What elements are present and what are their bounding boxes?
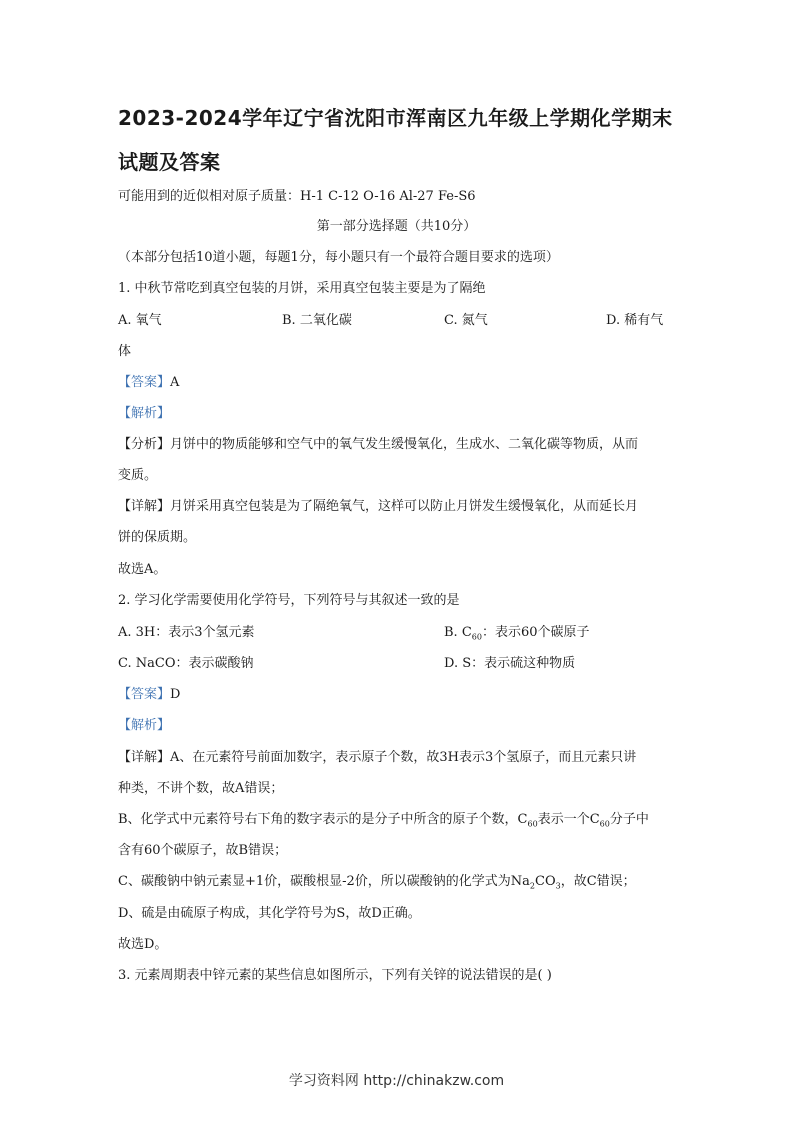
title-line-1: 2023-2024学年辽宁省沈阳市浑南区九年级上学期化学期末 <box>118 106 673 130</box>
q1-answer <box>118 374 179 392</box>
q2-conclusion: 故选D。 <box>118 937 168 952</box>
q2-stem: 2. 学习化学需要使用化学符号，下列符号与其叙述一致的是 <box>118 593 460 608</box>
q2-answer: 【答案】D <box>118 687 181 702</box>
q1-stem: 1. 中秋节常吃到真空包装的月饼，采用真空包装主要是为了隔绝 <box>118 281 486 296</box>
q2-option-b: B. $C_{60}$：表示60个碳原子 <box>444 625 590 642</box>
q2-detail-a: 【详解】A、在元素符号前面加数字，表示原子个数，故3H表示3个氢原子，而且元素只讲 <box>118 750 637 765</box>
answer-tag: 【答案】 <box>118 375 171 390</box>
q1-detail-2: 饼的保质期。 <box>118 530 197 545</box>
q1-analysis-tag: 【解析】 <box>118 406 171 421</box>
q2-option-d: D. S：表示硫这种物质 <box>444 656 576 671</box>
q2-option-c: C. NaCO：表示碳酸钠 <box>118 656 254 671</box>
q1-option-a: A. 氧气 <box>118 313 162 328</box>
q1-detail: 【详解】月饼采用真空包装是为了隔绝氧气，这样可以防止月饼发生缓慢氧化，从而延长月 <box>118 499 639 514</box>
q2-detail-b-2: 含有60个碳原子，故B错误； <box>118 843 288 858</box>
q2-detail-b: B、化学式中元素符号右下角的数字表示的是分子中所含的原子个数，$C_{60}$表示一个$C_{60}$分子中 <box>118 812 649 829</box>
answer-value: A <box>170 375 180 390</box>
q2-detail-a-2: 种类，不讲个数，故A错误； <box>118 781 284 796</box>
footer-watermark: 学习资料网 http://chinakzw.com <box>288 1073 505 1089</box>
q1-fenxi: 【分析】月饼中的物质能够和空气中的氧气发生缓慢氧化，生成水、二氧化碳等物质，从而 <box>118 437 639 452</box>
title-line-2: 试题及答案 <box>118 150 221 174</box>
q2-option-a: A. 3H：表示3个氢元素 <box>118 625 255 640</box>
q1-option-b: B. 二氧化碳 <box>282 313 352 328</box>
q1-conclusion: 故选A。 <box>118 562 167 577</box>
document-title <box>118 96 688 184</box>
q2-detail-d: D、硫是由硫原子构成，其化学符号为S，故D正确。 <box>118 906 421 921</box>
q2-detail-c: C、碳酸钠中钠元素显+1价，碳酸根显-2价，所以碳酸钠的化学式为$Na_2CO_3$，故C错误； <box>118 874 636 891</box>
q3-stem: 3. 元素周期表中锌元素的某些信息如图所示，下列有关锌的说法错误的是( ) <box>118 968 552 983</box>
q2-analysis-tag: 【解析】 <box>118 718 171 733</box>
atomic-masses: 可能用到的近似相对原子质量：H-1 C-12 O-16 Al-27 Fe-S6 <box>118 189 476 204</box>
q1-option-wrap: 体 <box>118 344 132 359</box>
q1-option-d: D. 稀有气 <box>606 313 664 328</box>
part-note: （本部分包括10道小题，每题1分，每小题只有一个最符合题目要求的选项） <box>118 250 559 265</box>
part-heading: 第一部分选择题（共10分） <box>316 219 477 234</box>
q1-option-c: C. 氮气 <box>444 313 488 328</box>
q1-fenxi-2: 变质。 <box>118 468 158 483</box>
